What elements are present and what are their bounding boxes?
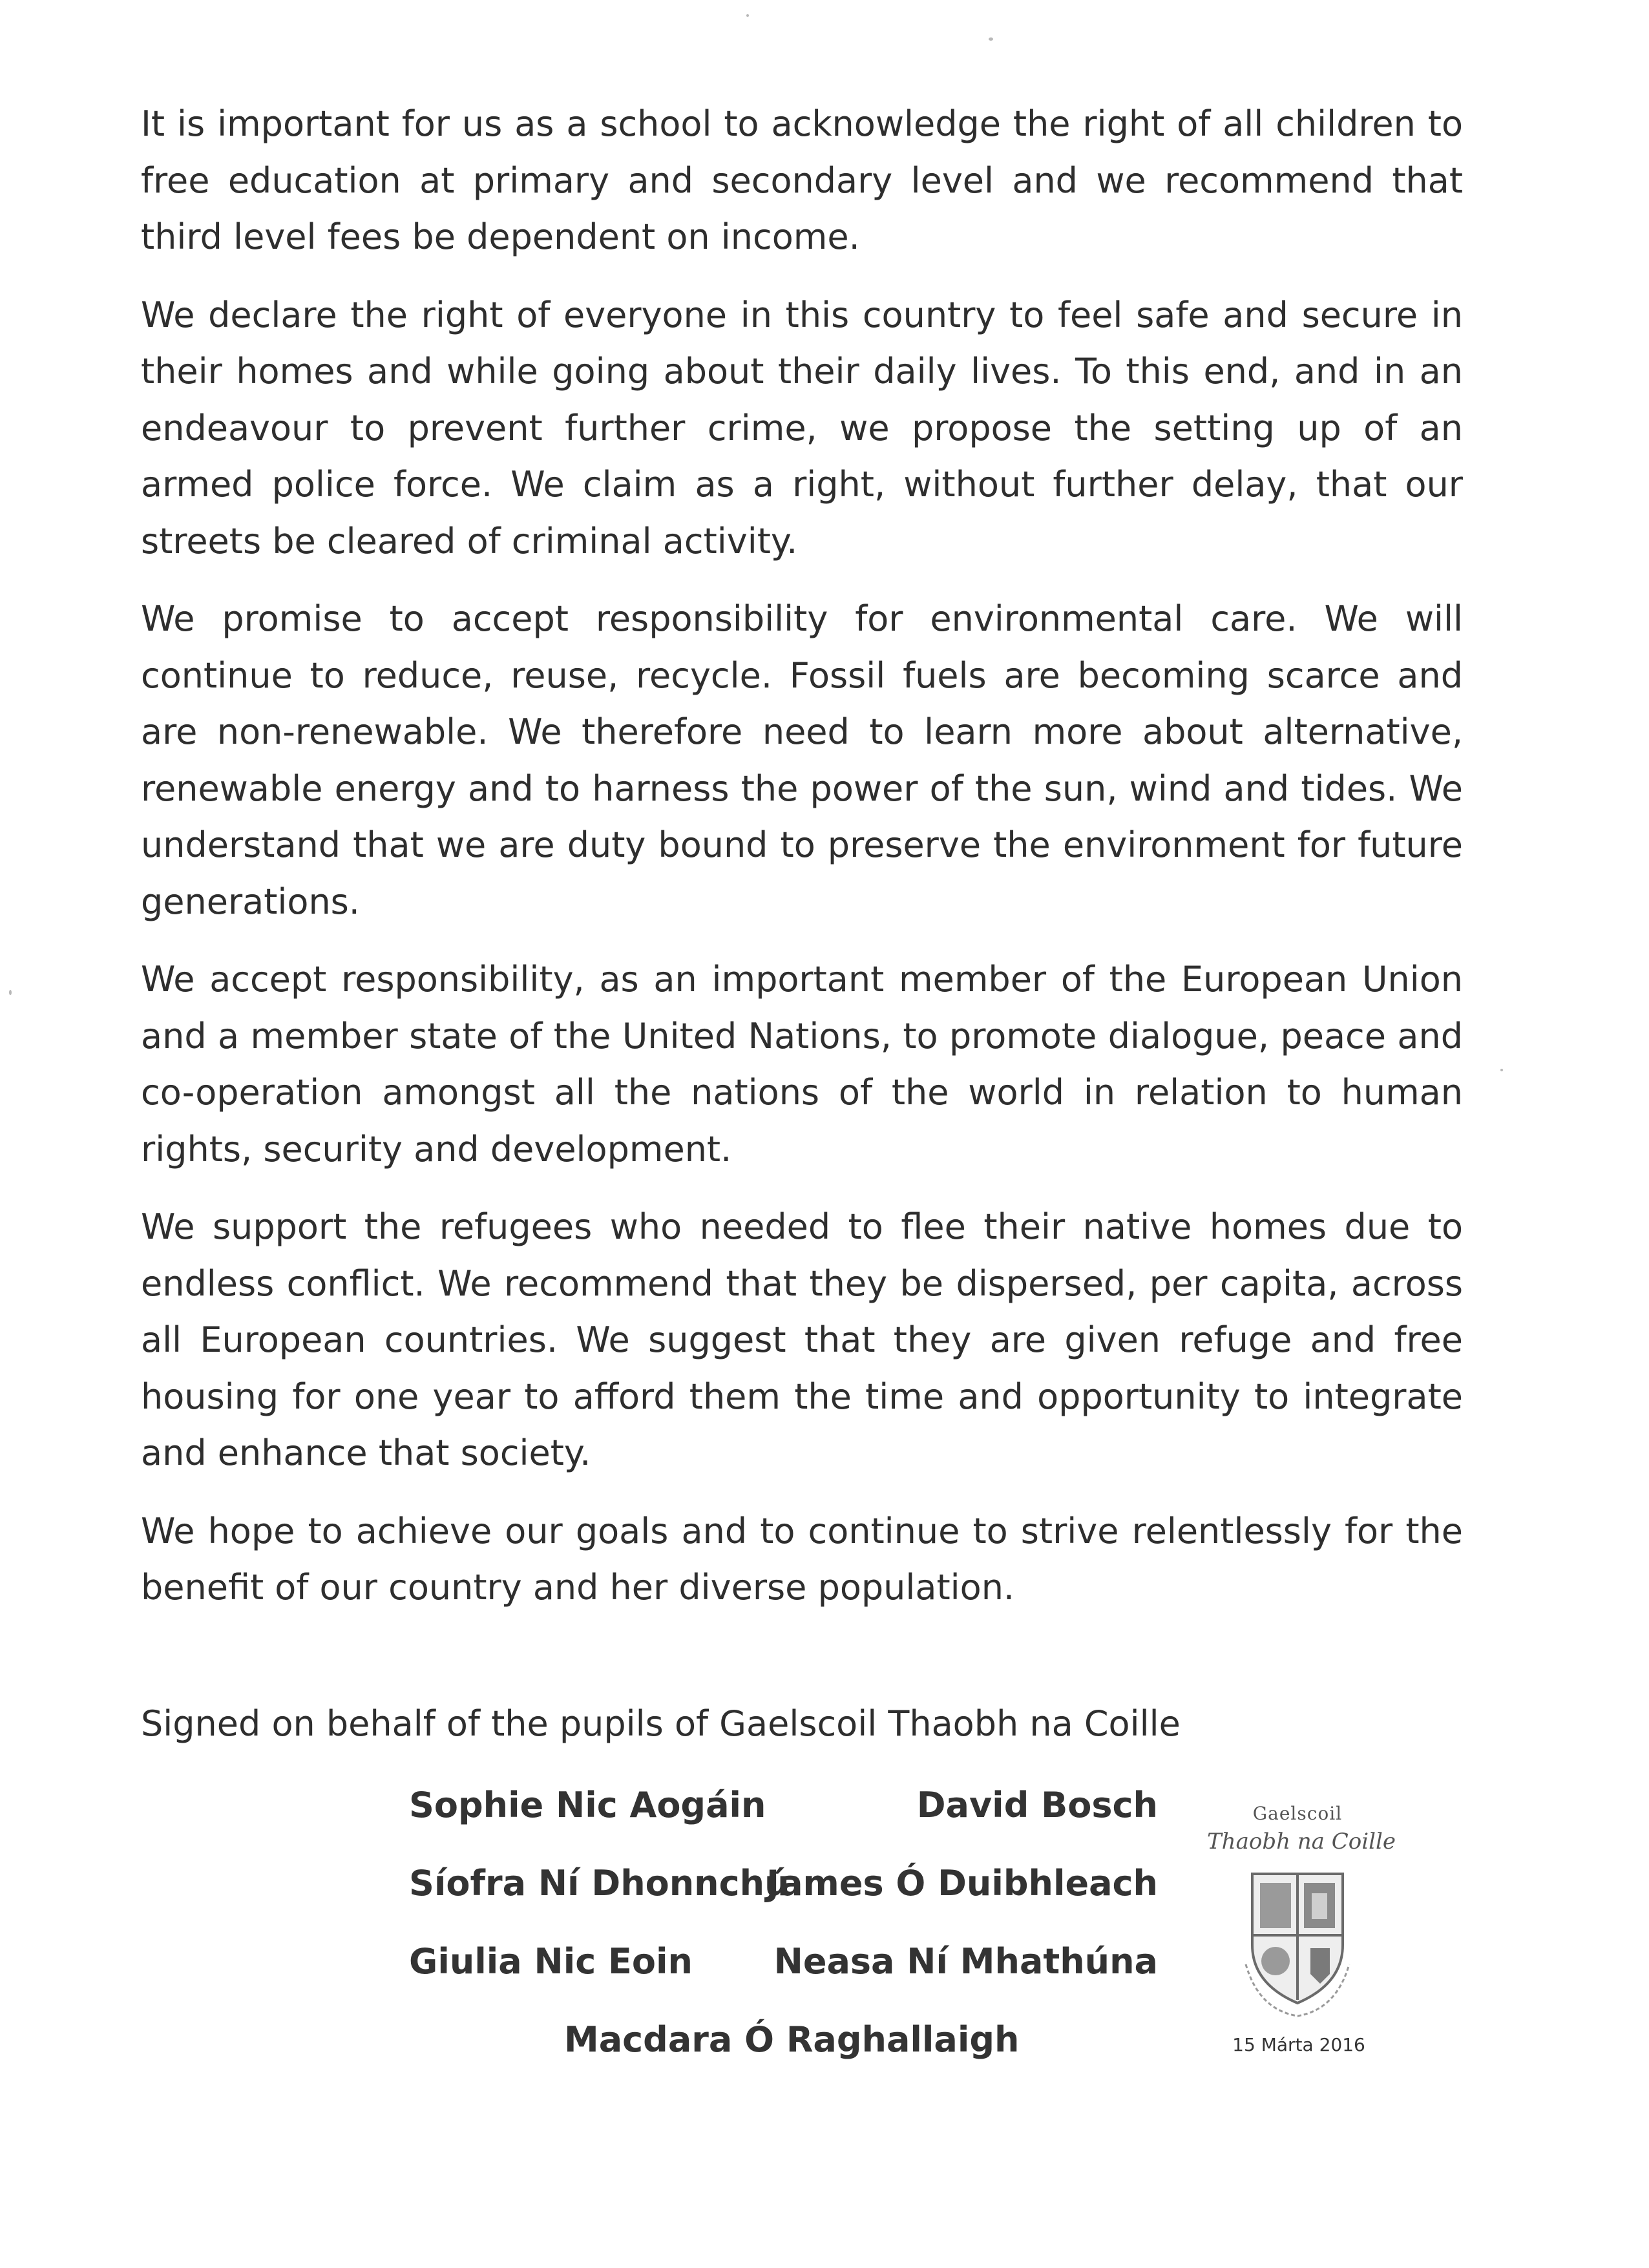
paragraph-environment: We promise to accept responsibility for environmental care. We will continue to reduce, reuse, recycle. Fossil fuels are becoming scarce and are non-renewable. We therefore need to learn more about alternative, renewable energy and to harness the power of the sun, wind and tides. We understand that we are duty bound to preserve the environment for future generations. bbox=[141, 598, 1463, 922]
signatory-name: Neasa Ní Mhathúna bbox=[773, 1941, 1158, 1982]
paragraph-education: It is important for us as a school to acknowledge the right of all children to free education at primary and secondary level and we recommend that third level fees be dependent on income. bbox=[141, 103, 1463, 257]
signatory-name: David Bosch bbox=[916, 1785, 1158, 1825]
school-crest-icon bbox=[1239, 1867, 1356, 2022]
paragraph-safety: We declare the right of everyone in this country to feel safe and secure in their homes and while going about their daily lives. To this end, and in an endeavour to prevent further crime, we propose the setting up of an armed police force. We claim as a right, without further delay, that our streets be cleared of criminal activity. bbox=[141, 294, 1463, 562]
document-body bbox=[141, 96, 1463, 1637]
scan-speck bbox=[989, 37, 993, 41]
paragraph-goals: We hope to achieve our goals and to continue to strive relentlessly for the benefit of our country and her diverse population. bbox=[141, 1510, 1463, 1608]
school-stamp bbox=[1207, 1803, 1396, 2035]
signatory-name: Giulia Nic Eoin bbox=[409, 1941, 693, 1982]
paragraph-refugees: We support the refugees who needed to flee their native homes due to endless conflict. We recommend that they be dispersed, per capita, across all European countries. We suggest that they are given refuge and free housing for one year to afford them the time and opportunity to integrate and enhance that society. bbox=[141, 1206, 1463, 1473]
document-date: 15 Márta 2016 bbox=[1232, 2034, 1365, 2055]
paragraph-international: We accept responsibility, as an important member of the European Union and a member state of the United Nations, to promote dialogue, peace and co-operation amongst all the nations of the world in relation to human rights, security and development. bbox=[141, 959, 1463, 1170]
scan-speck bbox=[1500, 1069, 1503, 1071]
signed-on-behalf-line: Signed on behalf of the pupils of Gaelscoil Thaobh na Coille bbox=[141, 1703, 1181, 1744]
scan-speck bbox=[9, 990, 12, 995]
stamp-school-label: Gaelscoil bbox=[1252, 1803, 1343, 1824]
signatory-name: Sophie Nic Aogáin bbox=[409, 1785, 766, 1825]
scan-speck bbox=[746, 14, 749, 17]
signatory-name: Síofra Ní Dhonnchú bbox=[409, 1863, 790, 1904]
signatory-name: Macdara Ó Raghallaigh bbox=[564, 2019, 1020, 2060]
stamp-school-name: Thaobh na Coille bbox=[1207, 1829, 1396, 1854]
signatory-name: James Ó Duibhleach bbox=[766, 1863, 1158, 1904]
